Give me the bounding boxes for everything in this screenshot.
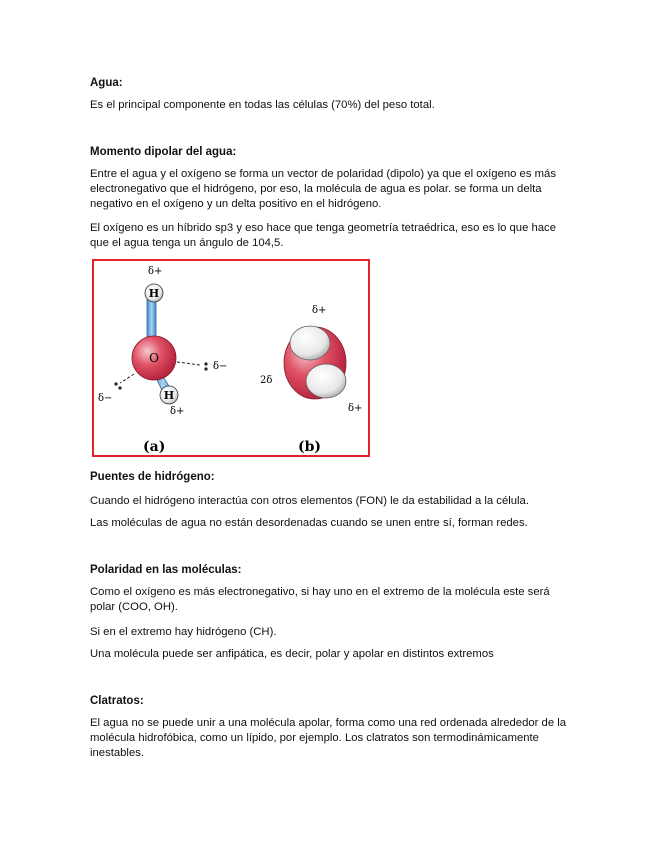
heading-agua: Agua: xyxy=(90,77,123,89)
lone-pair-line-left xyxy=(120,374,134,383)
paragraph-puentes-1: Cuando el hidrógeno interactúa con otros elementos (FON) le da estabilidad a la célula. xyxy=(90,495,529,507)
delta-minus-left: δ− xyxy=(98,393,113,404)
hydrogen-sphere-bottom xyxy=(306,364,346,398)
heading-puentes-hidrogeno: Puentes de hidrógeno: xyxy=(90,471,215,483)
delta-plus-b-top: δ+ xyxy=(312,305,327,316)
delta-plus-b-bottom: δ+ xyxy=(348,403,363,414)
lone-pair-dot xyxy=(114,382,117,385)
paragraph-puentes-2: Las moléculas de agua no están desordenadas cuando se unen entre sí, forman redes. xyxy=(90,517,528,529)
paragraph-polaridad-2: Si en el extremo hay hidrógeno (CH). xyxy=(90,626,277,638)
panel-b-label: (b) xyxy=(298,439,322,455)
hydrogen-sphere-top xyxy=(290,326,330,360)
heading-clatratos: Clatratos: xyxy=(90,695,144,707)
paragraph-dipolo: Entre el agua y el oxígeno se forma un vector de polaridad (dipolo) ya que el oxígeno es más electronegativo que el hidrógeno, por eso, la molécula de agua es polar. se forma un delta negativo en el oxígeno y un delta positivo en el hidrógeno. xyxy=(90,168,556,210)
paragraph-polaridad-3: Una molécula puede ser anfipática, es decir, polar y apolar en distintos extremos xyxy=(90,648,494,660)
lone-pair-dot xyxy=(118,386,121,389)
atom-label-h-bottom: H xyxy=(163,389,175,402)
lone-pair-line-right xyxy=(177,362,200,365)
lone-pair-dot xyxy=(204,367,207,370)
paragraph-clatratos: El agua no se puede unir a una molécula apolar, forma como una red ordenada alrededor de la molécula hidrofóbica, como un lípido, por ejemplo. Los clatratos son termodinámicamente inestables. xyxy=(90,717,567,759)
lone-pair-dot xyxy=(204,362,207,365)
paragraph-sp3: El oxígeno es un híbrido sp3 y eso hace que tenga geometría tetraédrica, eso es lo que hace que el agua tenga un ángulo de 104,5. xyxy=(90,222,556,249)
delta-minus-right: δ− xyxy=(213,361,228,372)
delta-plus-bottom: δ+ xyxy=(170,406,185,417)
heading-polaridad: Polaridad en las moléculas: xyxy=(90,564,242,576)
panel-b-space-filling xyxy=(260,305,362,455)
atom-label-h-top: H xyxy=(148,287,160,300)
water-molecule-figure xyxy=(92,259,370,457)
panel-a-ball-stick xyxy=(98,266,227,455)
atom-label-o: O xyxy=(149,351,159,365)
panel-a-label: (a) xyxy=(143,439,166,455)
heading-momento-dipolar: Momento dipolar del agua: xyxy=(90,146,237,158)
paragraph-agua: Es el principal componente en todas las células (70%) del peso total. xyxy=(90,99,435,111)
delta-2-label: 2δ xyxy=(260,375,273,386)
delta-plus-top: δ+ xyxy=(148,266,163,277)
paragraph-polaridad-1: Como el oxígeno es más electronegativo, si hay uno en el extremo de la molécula este será polar (COO, OH). xyxy=(90,586,550,613)
water-molecule-diagram xyxy=(94,261,368,455)
